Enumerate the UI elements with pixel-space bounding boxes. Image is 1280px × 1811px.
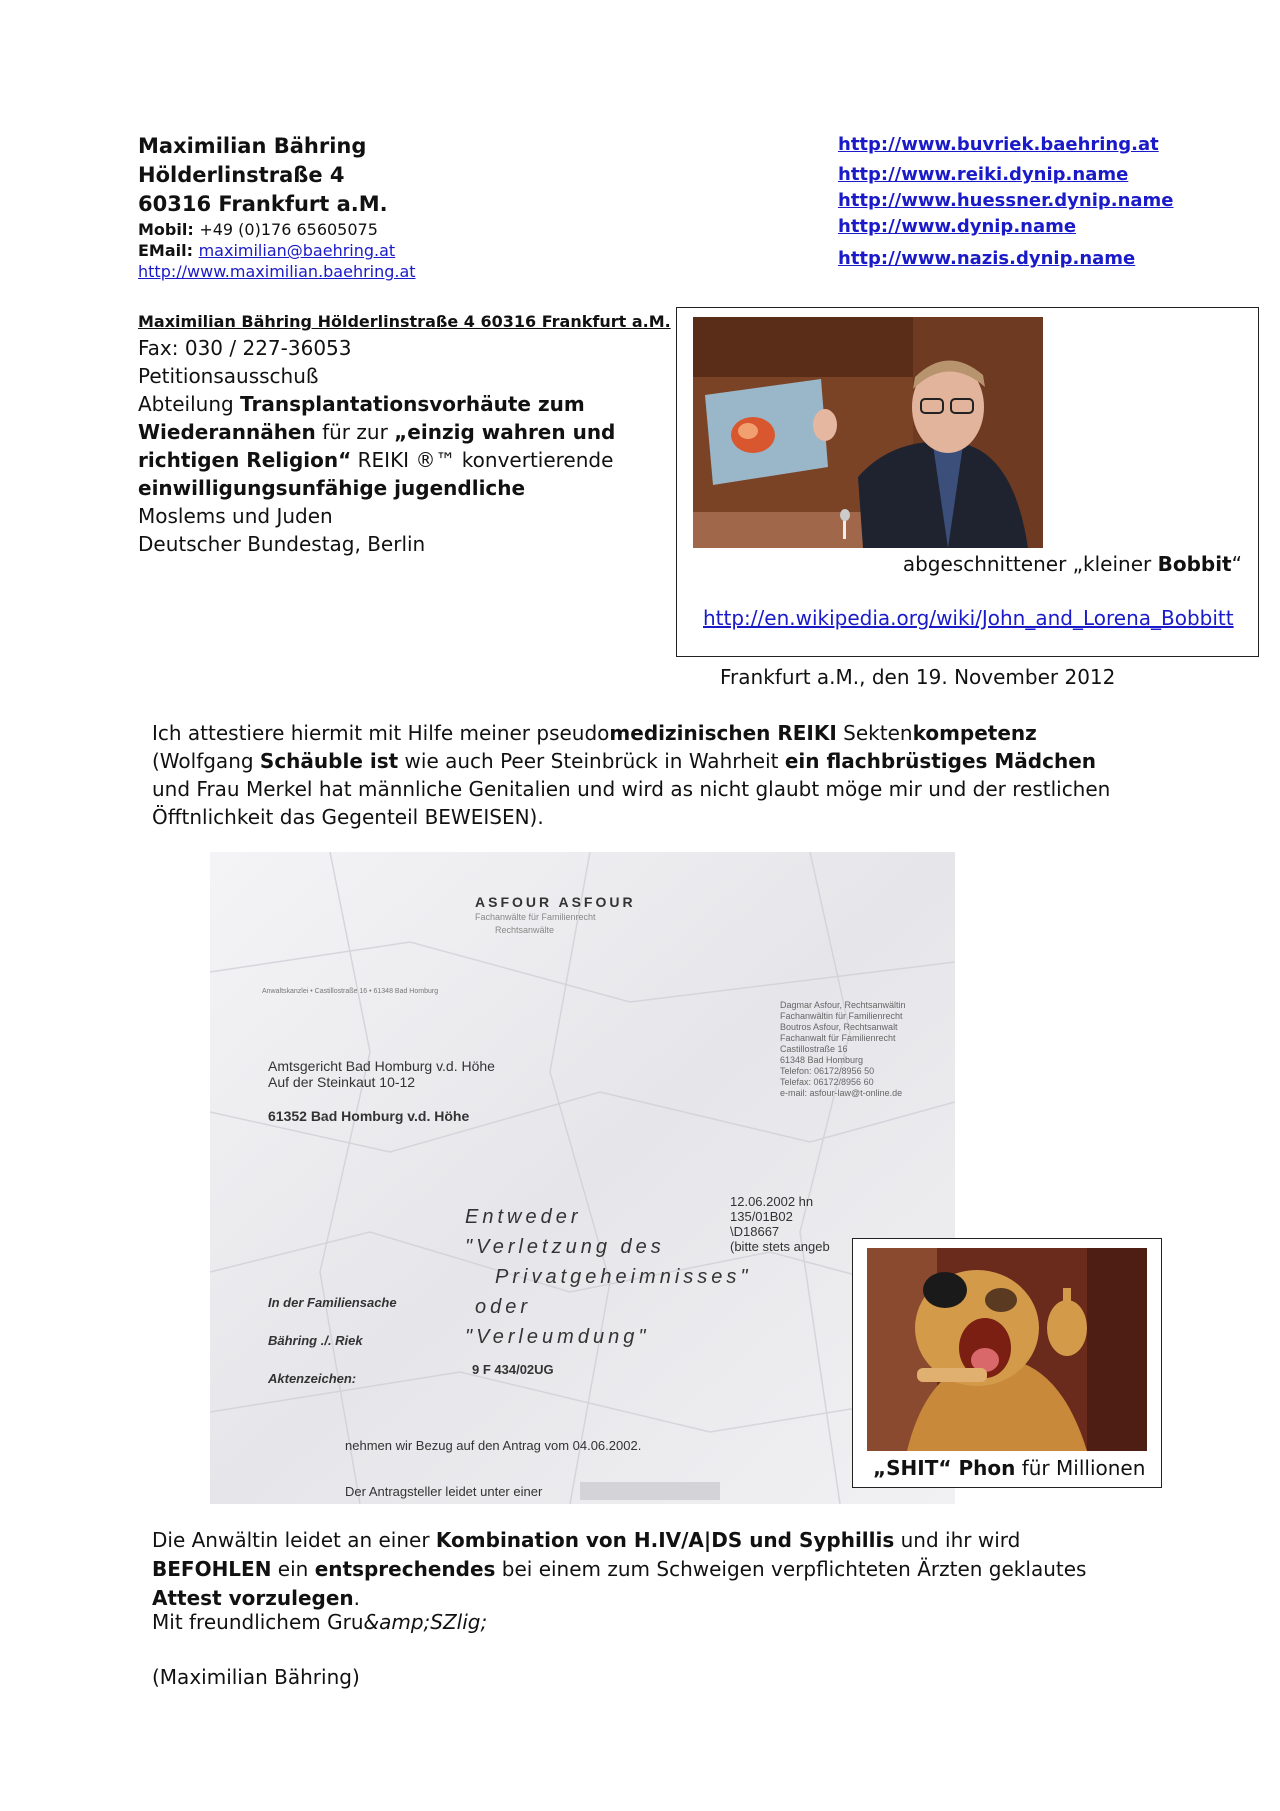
sender-name: Maximilian Bähring — [138, 134, 367, 158]
sender-mobile: Mobil: +49 (0)176 65605075 — [138, 220, 378, 239]
paragraph-attest: Ich attestiere hiermit mit Hilfe meiner pseudomedizinischen REIKI Sektenkompetenz (Wolfgang Schäuble ist wie auch Peer Steinbrück in Wahrheit ein flachbrüstiges Mädchen und Frau Merkel hat männliche Genitalien und wird as nicht glaubt möge mir und der restlichen Öfftnlichkeit das Gegenteil BEWEISEN). — [152, 721, 1111, 829]
committee-line: Petitionsausschuß — [138, 364, 319, 388]
firm-logo: ASFOUR ASFOUR — [475, 894, 636, 910]
bobbitt-image-box — [676, 307, 1259, 657]
bundestag-line: Deutscher Bundestag, Berlin — [138, 532, 426, 556]
link-huessner[interactable]: http://www.huessner.dynip.name — [838, 190, 1174, 211]
link-list — [838, 132, 1174, 272]
link-buvriek[interactable]: http://www.buvriek.baehring.at — [838, 134, 1159, 155]
link-dynip[interactable]: http://www.dynip.name — [838, 216, 1077, 237]
letter-line-applicant: Der Antragsteller leidet unter einer — [345, 1484, 543, 1499]
firm-contact-block: Dagmar Asfour, Rechtsanwältin Fachanwältin für Familienrecht Boutros Asfour, Rechtsanwalt Fachanwalt für Familienrecht Castillostraße 16 61348 Bad Homburg Telefon: 06172/8956 50 Telefax: 06172/8956 60 e-mail: asfour-law@t-online.de — [780, 1000, 906, 1098]
link-nazis[interactable]: http://www.nazis.dynip.name — [838, 248, 1136, 269]
department-text: Abteilung Transplantationsvorhäute zum Wiederannähen für zur „einzig wahren und richtigen Religion“ REIKI ®™ konvertierende einwilligungsunfähige jugendliche — [138, 392, 616, 500]
moslems-line: Moslems und Juden — [138, 504, 333, 528]
courtroom-photo — [693, 317, 1043, 548]
paragraph-anwaeltin: Die Anwältin leidet an einer Kombination von H.IV/A|DS und Syphillis und ihr wird BEFOHLEN ein entsprechendes bei einem zum Schweigen verpflichteten Ärzten geklautes Attest vorzulegen. — [152, 1528, 1087, 1610]
sender-block — [138, 132, 416, 282]
cartoon-illustration — [867, 1248, 1147, 1451]
case-labels: In der Familiensache Bähring ./. Riek Aktenzeichen: — [268, 1295, 397, 1386]
sender-email: EMail: maximilian@baehring.at — [138, 241, 396, 260]
fax-line: Fax: 030 / 227-36053 — [138, 336, 352, 360]
handwritten-note: Entweder "Verletzung des Privatgeheimnisses" oder "Verleumdung" — [465, 1206, 752, 1348]
wikipedia-link[interactable]: http://en.wikipedia.org/wiki/John_and_Lorena_Bobbitt — [703, 606, 1234, 630]
link-reiki[interactable]: http://www.reiki.dynip.name — [838, 164, 1129, 185]
cartoon-photo — [867, 1248, 1147, 1451]
sender-street: Hölderlinstraße 4 — [138, 163, 345, 187]
aktenzeichen-value: 9 F 434/02UG — [472, 1362, 554, 1377]
scanned-letter: ASFOUR ASFOUR Fachanwälte für Familienrecht Rechtsanwälte Anwaltskanzlei • Castillostraße 16 • 61348 Bad Homburg Dagmar Asfour, Rechtsanwältin Fachanwältin für Familienrecht Boutros Asfour, Rechtsanwalt Fachanwalt für Familienrecht Castillostraße 16 61348 Bad Homburg Telefon: 06172/8956 50 Telefax: 06172/8956 60 e-mail: asfour-law@t-online.de Amtsgericht Bad Homburg v.d. Höhe Auf der Steinkaut 10-12 61352 Bad Homburg v.d. Höhe 12.06.2002 hn 135/01B02 \D18667 (bitte stets angeb In der Familiensache Bähring ./. Riek Aktenzeichen: 9 F 434/02UG Entweder "Verletzung des Privatgeheimnisses" oder "Verleumdung" nehmen wir Bezug auf den Antrag vom 04.06.2002. Der Antragsteller leidet unter einer — [210, 852, 955, 1504]
return-address-line: Maximilian Bähring Hölderlinstraße 4 60316 Frankfurt a.M. — [138, 312, 671, 331]
letter-return-address: Anwaltskanzlei • Castillostraße 16 • 61348 Bad Homburg — [262, 988, 439, 995]
sender-city: 60316 Frankfurt a.M. — [138, 192, 388, 216]
sender-website-link[interactable]: http://www.maximilian.baehring.at — [138, 262, 416, 281]
greeting: Mit freundlichem Gru&amp;SZlig; — [152, 1610, 488, 1634]
date-line: Frankfurt a.M., den 19. November 2012 — [720, 665, 1116, 689]
court-address: Amtsgericht Bad Homburg v.d. Höhe Auf der Steinkaut 10-12 61352 Bad Homburg v.d. Höhe — [268, 1058, 495, 1124]
courtroom-photo-illustration — [693, 317, 1043, 548]
letter-reference: 12.06.2002 hn 135/01B02 \D18667 (bitte stets angeb — [730, 1194, 830, 1254]
recipient-block — [138, 312, 678, 558]
redaction-block — [580, 1482, 720, 1500]
cartoon-image-box — [852, 1238, 1162, 1488]
shit-phon-caption: „SHIT“ Phon für Millionen — [873, 1456, 1146, 1480]
bobbit-caption: abgeschnittener „kleiner Bobbit“ — [902, 552, 1242, 576]
email-link[interactable]: maximilian@baehring.at — [198, 241, 396, 260]
signature: (Maximilian Bähring) — [152, 1665, 360, 1689]
letter-line-reference: nehmen wir Bezug auf den Antrag vom 04.06.2002. — [345, 1438, 642, 1453]
crumple-texture — [210, 852, 955, 1504]
